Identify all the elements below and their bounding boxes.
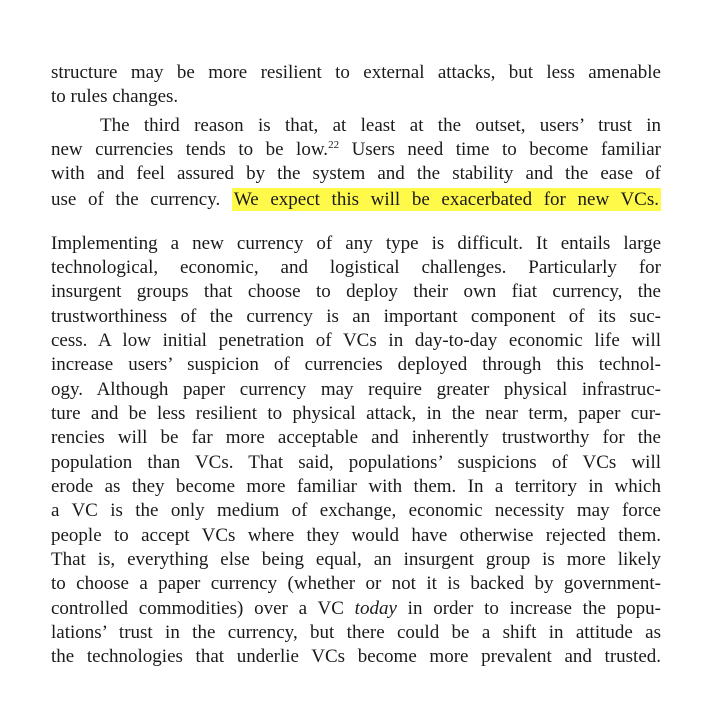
text-line: lations’ trust in the currency, but there could be a shift in attitude as: [51, 622, 661, 643]
text-line: insurgent groups that choose to deploy their own fiat currency, the: [51, 281, 661, 302]
text-line: Implementing a new currency of any type is difficult. It entails large: [51, 233, 661, 254]
text-line: [51, 139, 661, 161]
italic-emphasis: today: [354, 598, 397, 619]
text-line: trustworthiness of the currency is an important component of its suc-: [51, 306, 661, 327]
text-line: [51, 598, 661, 620]
text-line: increase users’ suspicion of currencies deployed through this technol-: [51, 354, 661, 375]
text-line: cess. A low initial penetration of VCs in day-to-day economic life will: [51, 330, 661, 351]
footnote-reference: 22: [328, 139, 340, 151]
text-run: in order to increase the popu-: [396, 598, 661, 619]
text-line: with and feel assured by the system and the stability and the ease of: [51, 163, 661, 184]
text-line: ogy. Although paper currency may require greater physical infrastruc-: [51, 379, 661, 400]
text-run: use of the currency.: [51, 189, 232, 210]
highlighted-sentence: We expect this will be exacerbated for new VCs.: [233, 189, 660, 210]
text-line: a VC is the only medium of exchange, economic necessity may force: [51, 500, 661, 521]
text-line: the technologies that underlie VCs become more prevalent and trusted.: [51, 646, 661, 667]
text-line: to rules changes.: [51, 86, 179, 107]
text-line: to choose a paper currency (whether or not it is backed by government-: [51, 573, 661, 594]
text-run: Users need time to become familiar: [339, 139, 661, 160]
text-line: [51, 189, 661, 211]
text-line: erode as they become more familiar with them. In a territory in which: [51, 476, 661, 497]
text-line: The third reason is that, at least at the outset, users’ trust in: [100, 115, 661, 136]
text-line: rencies will be far more acceptable and inherently trustworthy for the: [51, 427, 661, 448]
text-line: people to accept VCs where they would have otherwise rejected them.: [51, 525, 661, 546]
text-line: That is, everything else being equal, an insurgent group is more likely: [51, 549, 661, 570]
text-line: structure may be more resilient to external attacks, but less amenable: [51, 62, 661, 83]
text-line: technological, economic, and logistical challenges. Particularly for: [51, 257, 661, 278]
text-run: controlled commodities) over a VC: [51, 598, 355, 619]
text-line: ture and be less resilient to physical attack, in the near term, paper cur-: [51, 403, 661, 424]
text-run: new currencies tends to be low.: [51, 139, 329, 160]
text-line: population than VCs. That said, populations’ suspicions of VCs will: [51, 452, 661, 473]
